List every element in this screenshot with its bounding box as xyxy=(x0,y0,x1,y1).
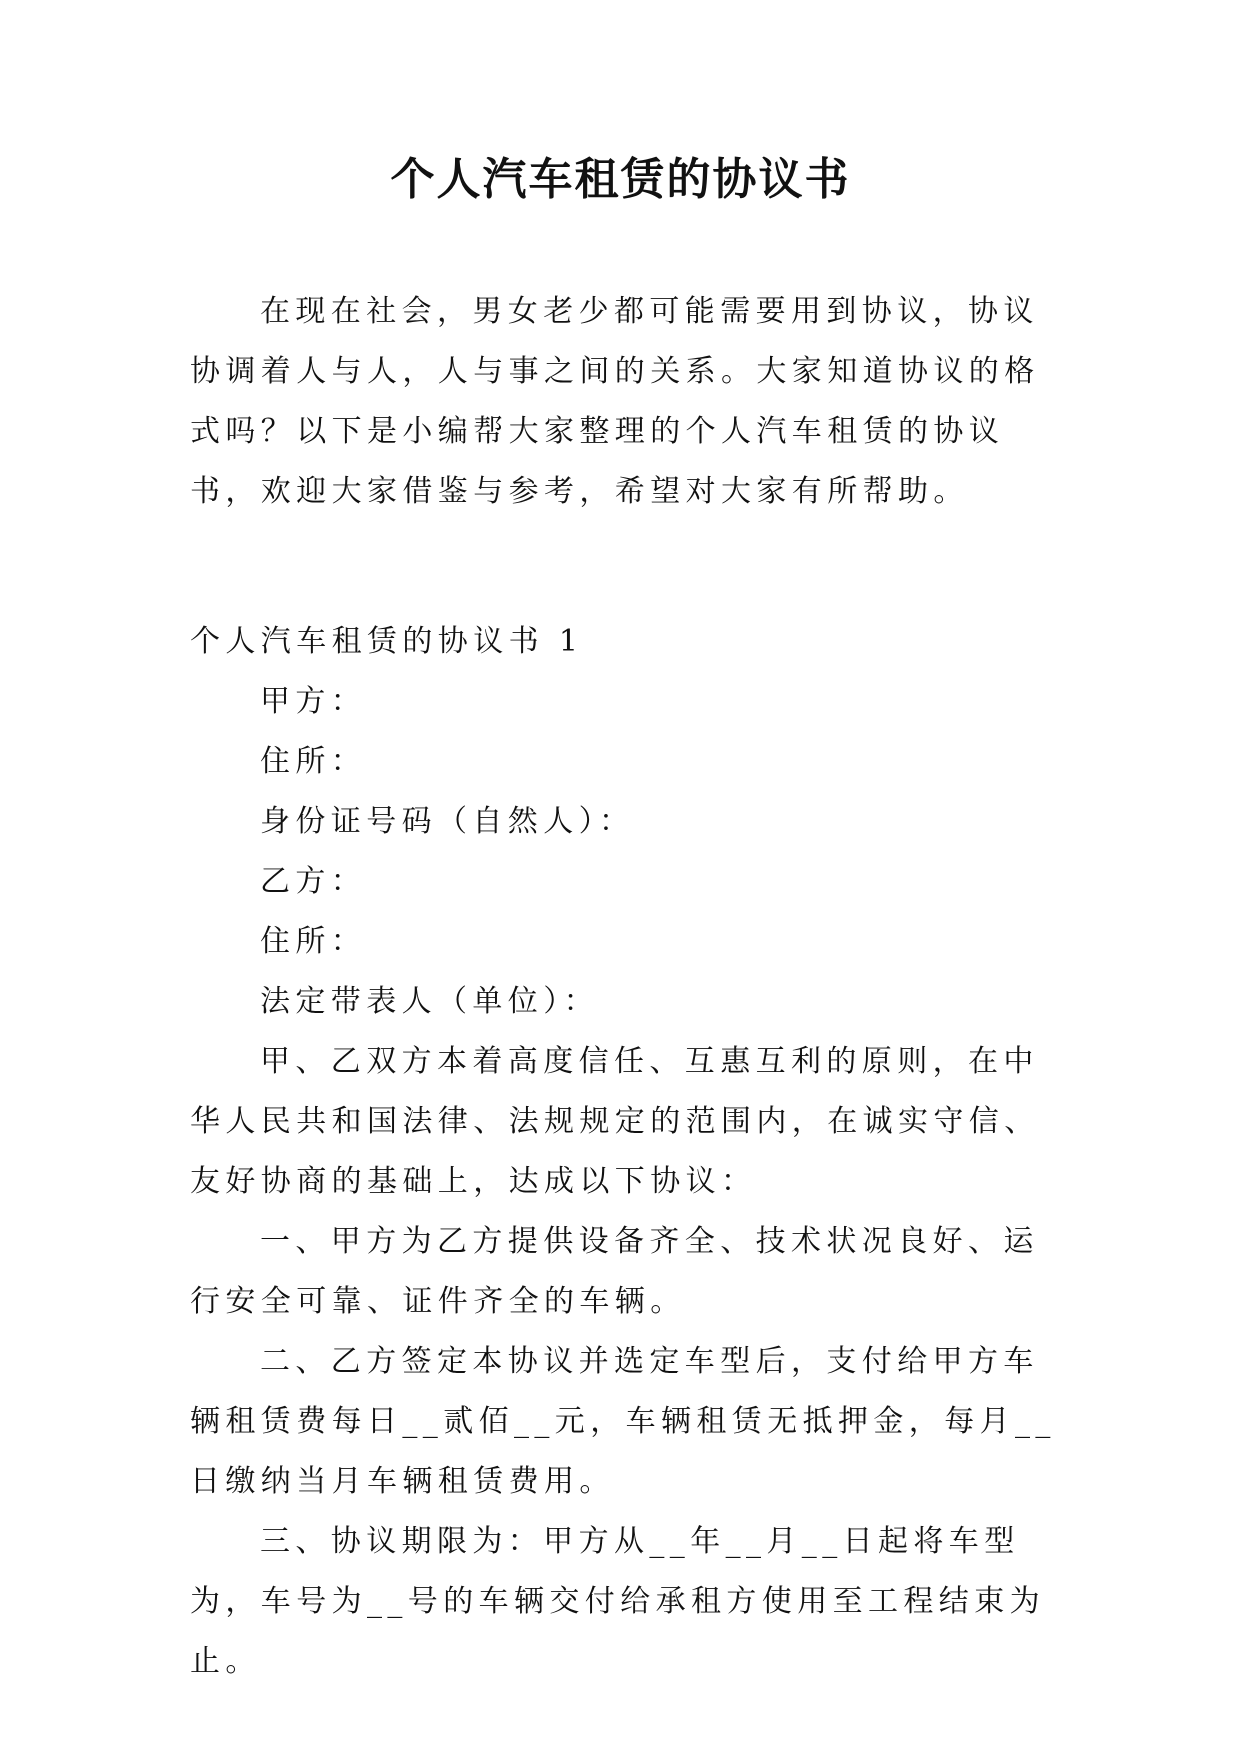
field-address-a: 住所： xyxy=(260,744,367,779)
section-heading: 个人汽车租赁的协议书 1 xyxy=(190,624,584,659)
field-party-a: 甲方： xyxy=(260,684,367,719)
clause-3: 三、协议期限为：甲方从__年__月__日起将车型为，车号为__号的车辆交付给承租方使用至工程结束为止。 xyxy=(190,1524,1045,1679)
field-legal-rep: 法定带表人（单位）： xyxy=(260,984,599,1019)
field-party-b: 乙方： xyxy=(260,864,367,899)
document-title: 个人汽车租赁的协议书 xyxy=(390,154,851,205)
section-gap xyxy=(190,522,1062,612)
clause-1: 一、甲方为乙方提供设备齐全、技术状况良好、运行安全可靠、证件齐全的车辆。 xyxy=(190,1224,1039,1319)
clause-preamble: 甲、乙双方本着高度信任、互惠互利的原则，在中华人民共和国法律、法规规定的范围内，在诚实守信、友好协商的基础上，达成以下协议： xyxy=(190,1044,1040,1199)
intro-paragraph: 在现在社会，男女老少都可能需要用到协议，协议协调着人与人，人与事之间的关系。大家知道协议的格式吗？以下是小编帮大家整理的个人汽车租赁的协议书，欢迎大家借鉴与参考，希望对大家有所帮助。 xyxy=(190,294,1040,509)
document-body xyxy=(190,282,1062,1692)
clause-2: 二、乙方签定本协议并选定车型后，支付给甲方车辆租赁费每日__贰佰__元，车辆租赁无抵押金，每月__日缴纳当月车辆租赁费用。 xyxy=(190,1344,1056,1499)
field-id-number: 身份证号码（自然人）： xyxy=(260,804,635,839)
field-address-b: 住所： xyxy=(260,924,367,959)
